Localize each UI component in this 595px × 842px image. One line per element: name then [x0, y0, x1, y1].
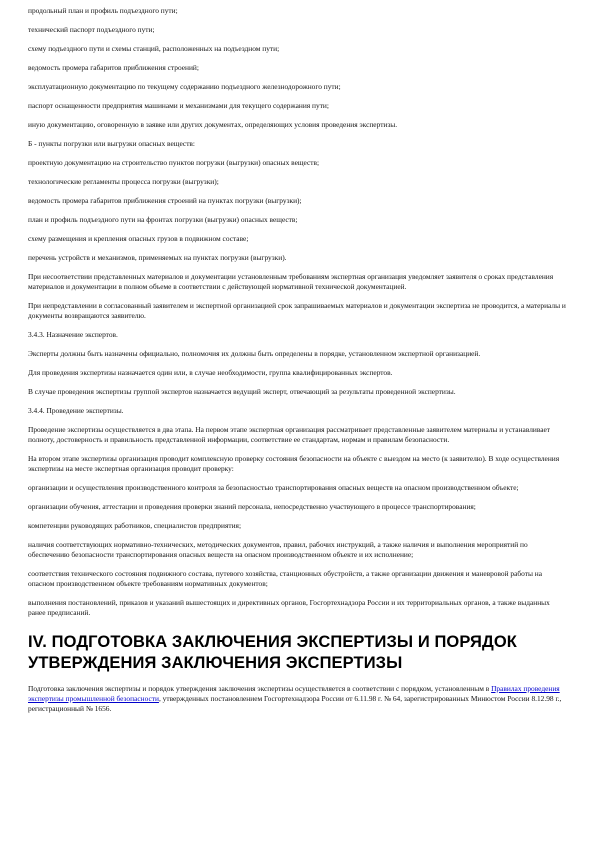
paragraph-27: наличия соответствующих нормативно-технических, методических документов, правил, рабочих инструкций, а также наличия и выполнения мероприятий по обеспечению безопасности транспортирования опасных веществ на опасном производственном объекте и их исполнение; — [28, 540, 528, 559]
paragraph-9: проектную документацию на строительство пунктов погрузки (выгрузки) опасных веществ; — [28, 158, 320, 167]
paragraph-25: организации обучения, аттестации и проведения проверки знаний персонала, непосредственно участвующего в процессе транспортирования; — [28, 502, 476, 511]
paragraph-6: паспорт оснащенности предприятия машинами и механизмами для текущего содержания пути; — [28, 101, 329, 110]
paragraph-5: эксплуатационную документацию по текущему содержанию подъездного железнодорожного пути; — [28, 82, 341, 91]
paragraph-18: Эксперты должны быть назначены официально, полномочия их должны быть определены в порядке, установленном экспертной организацией. — [28, 349, 481, 358]
paragraph-17: 3.4.3. Назначение экспертов. — [28, 330, 118, 339]
paragraph-4: ведомость промера габаритов приближения строений; — [28, 63, 199, 72]
final-text-before: Подготовка заключения экспертизы и порядок утверждения заключения экспертизы осуществляется в соответствии с порядком, установленным в — [28, 684, 492, 693]
paragraph-10: технологические регламенты процесса погрузки (выгрузки); — [28, 177, 219, 186]
final-paragraph — [28, 684, 568, 714]
final-text-after: , утвержденных постановлением Госгортехнадзора России от 6.11.98 г. № 64, зарегистрированных Минюстом России 8.12.98 г., регистрационный № 1656. — [28, 694, 562, 713]
section-heading: IV. ПОДГОТОВКА ЗАКЛЮЧЕНИЯ ЭКСПЕРТИЗЫ И ПОРЯДОК УТВЕРЖДЕНИЯ ЗАКЛЮЧЕНИЯ ЭКСПЕРТИЗЫ — [28, 633, 517, 672]
paragraph-3: схему подъездного пути и схемы станций, расположенных на подъездном пути; — [28, 44, 280, 53]
paragraph-12: план и профиль подъездного пути на фронтах погрузки (выгрузки) опасных веществ; — [28, 215, 298, 224]
paragraph-11: ведомость промера габаритов приближения строений на пунктах погрузки (выгрузки); — [28, 196, 302, 205]
paragraph-21: 3.4.4. Проведение экспертизы. — [28, 406, 124, 415]
paragraph-26: компетенции руководящих работников, специалистов предприятия; — [28, 521, 241, 530]
paragraph-20: В случае проведения экспертизы группой экспертов назначается ведущий эксперт, отвечающий за результаты проведенной экспертизы. — [28, 387, 456, 396]
paragraph-8: Б - пункты погрузки или выгрузки опасных веществ: — [28, 139, 195, 148]
paragraph-1: продольный план и профиль подъездного пути; — [28, 6, 178, 15]
paragraph-28: соответствия технического состояния подвижного состава, путевого хозяйства, станционных обустройств, а также организации движения и маневровой работы на опасном производственном объекте требованиям нормативных документов; — [28, 569, 543, 588]
document-page — [28, 6, 568, 723]
paragraph-13: схему размещения и крепления опасных грузов в подвижном составе; — [28, 234, 249, 243]
paragraph-29: выполнения постановлений, приказов и указаний вышестоящих и директивных органов, Госгортехнадзора России и их территориальных органов, а также выданных ранее предписаний. — [28, 598, 550, 617]
paragraph-16: При непредставлении в согласованный заявителем и экспертной организацией срок запрашиваемых материалов и документации экспертиза не проводится, а материалы и документы возвращаются заявителю. — [28, 301, 566, 320]
paragraph-22: Проведение экспертизы осуществляется в два этапа. На первом этапе экспертная организация рассматривает представленные заявителем материалы и устанавливает полноту, достоверность и правильность представленной информации, соответствие ее стандартам, нормам и правилам безопасности. — [28, 425, 551, 444]
paragraph-2: технический паспорт подъездного пути; — [28, 25, 155, 34]
paragraph-24: организации и осуществления производственного контроля за безопасностью транспортирования опасных веществ на опасном производственном объекте; — [28, 483, 519, 492]
paragraph-23: На втором этапе экспертизы организация проводит комплексную проверку состояния безопасности на объекте с выездом на место (к заявителю). В ходе осуществления экспертизы на месте экспертная организация проводит проверку: — [28, 454, 560, 473]
paragraph-15: При несоответствии представленных материалов и документации установленным требованиям экспертная организация уведомляет заявителя о сроках представления материалов и документации в полном объеме в соответствии с действующей нормативной технической документацией. — [28, 272, 554, 291]
paragraph-19: Для проведения экспертизы назначается один или, в случае необходимости, группа квалифицированных экспертов. — [28, 368, 393, 377]
paragraph-14: перечень устройств и механизмов, применяемых на пунктах погрузки (выгрузки). — [28, 253, 287, 262]
rules-link[interactable]: Правилах проведения экспертизы промышленной безопасности — [28, 684, 560, 703]
paragraph-7: иную документацию, оговоренную в заявке или других документах, определяющих условия проведения экспертизы. — [28, 120, 398, 129]
